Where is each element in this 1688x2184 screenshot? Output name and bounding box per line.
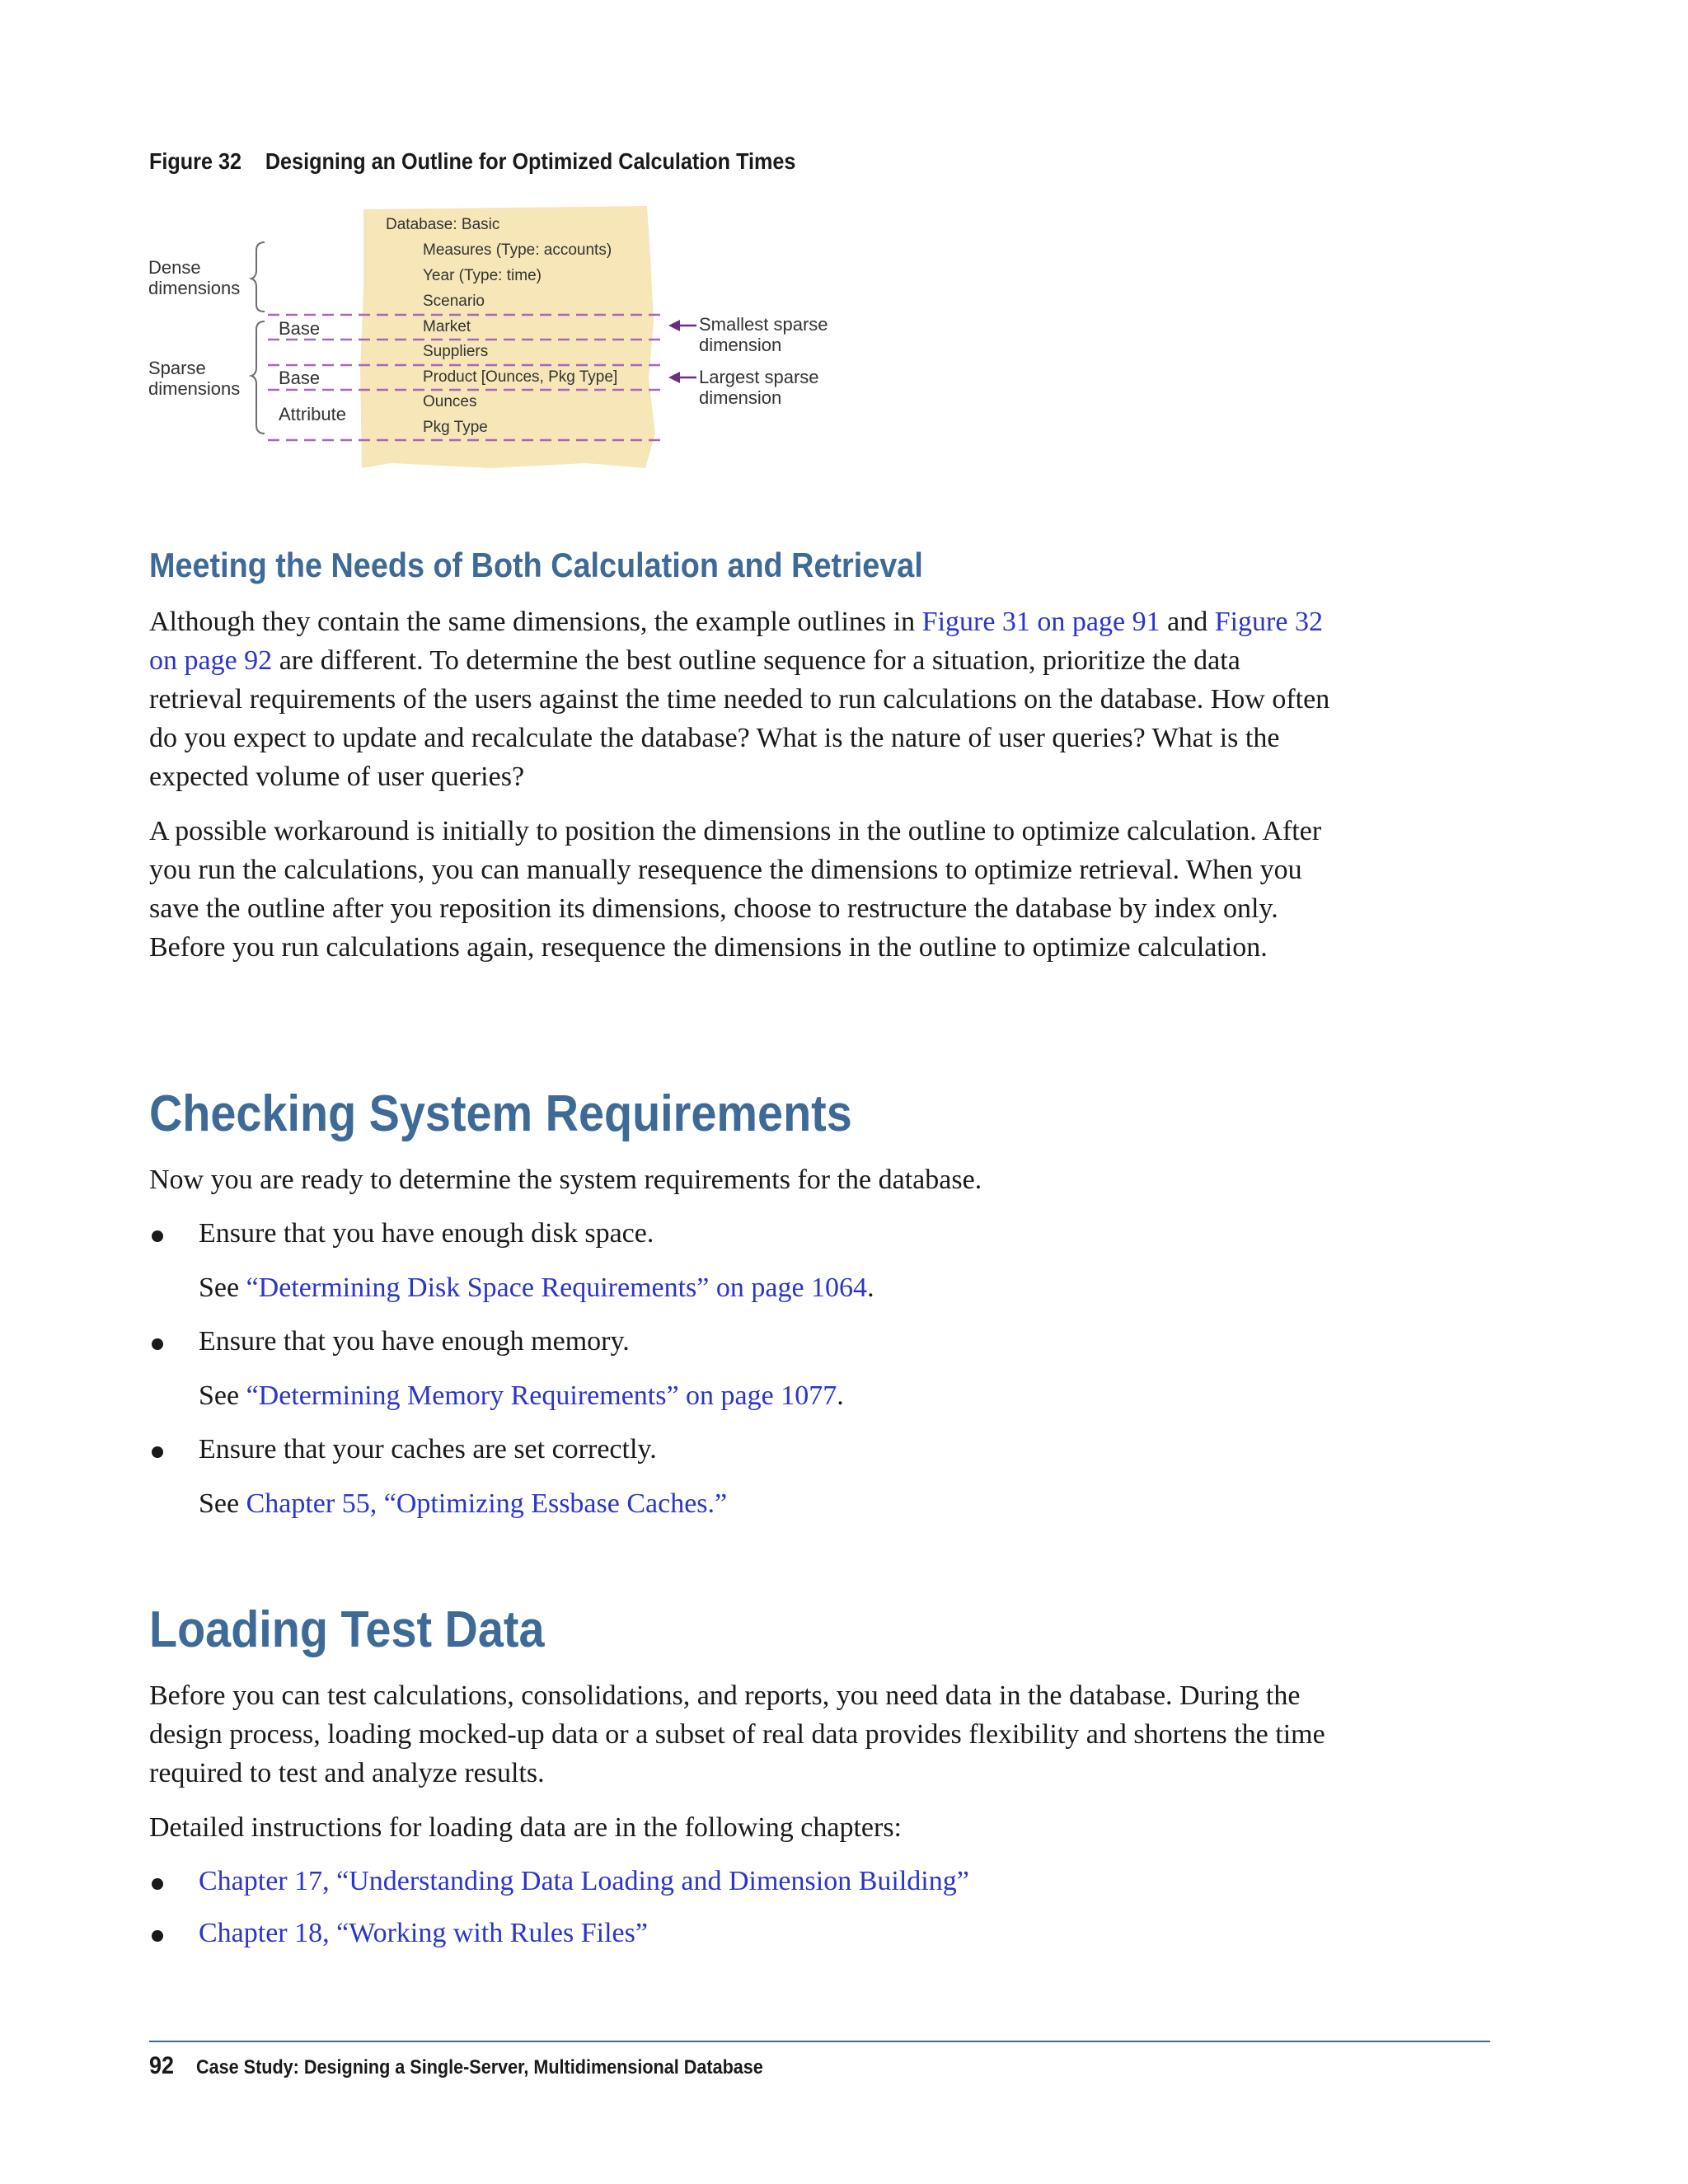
dense-bracket — [251, 242, 265, 312]
link-figure-32[interactable]: Figure 32 on page 92 — [149, 607, 1323, 676]
section-heading-checking-requirements: Checking System Requirements — [149, 1085, 852, 1142]
link-disk-space-requirements[interactable]: “Determining Disk Space Requirements” on page 1064 — [246, 1272, 868, 1303]
link-memory-requirements[interactable]: “Determining Memory Requirements” on page 1077 — [246, 1380, 837, 1411]
callout-smallest-sparse: Smallest sparse dimension — [699, 314, 828, 355]
page-number: 92 — [149, 2052, 175, 2079]
member-scenario: Scenario — [423, 293, 485, 310]
link-chapter-18[interactable]: Chapter 18, “Working with Rules Files” — [199, 1918, 648, 1948]
requirements-list — [149, 1214, 1336, 1523]
footer-rule — [149, 2041, 1490, 2042]
figure-title: Designing an Outline for Optimized Calculation Times — [265, 148, 796, 174]
outline-figure — [144, 206, 870, 478]
sparse-bracket — [251, 321, 265, 434]
loading-test-data-body — [149, 1676, 1336, 1952]
sparse-dimensions-label: Sparse dimensions — [148, 358, 241, 399]
member-ounces: Ounces — [423, 393, 477, 410]
callout-largest-sparse: Largest sparse dimension — [699, 367, 819, 408]
figure-number: Figure 32 — [149, 148, 242, 174]
meeting-paragraph-2: A possible workaround is initially to position the dimensions in the outline to optimize calculation. After you run the calculations, you can manually resequence the dimensions to optimize retrieval. When you save the outline after you reposition its dimensions, choose to restructure the database by index only. Before you run calculations again, resequence the dimensions in the outline to optimize calculation. — [149, 816, 1322, 963]
list-item — [149, 1914, 1336, 1952]
footer-title: Case Study: Designing a Single-Server, Multidimensional Database — [196, 2056, 763, 2079]
meeting-needs-body — [149, 602, 1336, 967]
link-chapter-17[interactable]: Chapter 17, “Understanding Data Loading and Dimension Building” — [199, 1866, 969, 1896]
member-measures: Measures (Type: accounts) — [423, 241, 612, 259]
member-product: Product [Ounces, Pkg Type] — [423, 368, 618, 386]
loading-paragraph-1: Before you can test calculations, consolidations, and reports, you need data in the database. During the design process, loading mocked-up data or a subset of real data provides flexibility and shortens the time required to test and analyze results. — [149, 1680, 1325, 1788]
dense-dimensions-label: Dense dimensions — [148, 257, 241, 298]
page-footer — [149, 2052, 763, 2080]
member-year: Year (Type: time) — [423, 267, 542, 284]
database-label: Database: Basic — [386, 216, 500, 233]
checking-requirements-body — [149, 1160, 1336, 1523]
section-heading-loading-test-data: Loading Test Data — [149, 1601, 545, 1658]
attribute-label: Attribute — [279, 404, 346, 424]
member-pkg-type: Pkg Type — [423, 419, 488, 436]
base-label-2: Base — [279, 368, 321, 388]
base-label-1: Base — [279, 318, 321, 339]
list-item: Ensure that your caches are set correctly. See Chapter 55, “Optimizing Essbase Caches.” — [149, 1430, 1336, 1523]
list-item — [149, 1862, 1336, 1900]
member-suppliers: Suppliers — [423, 343, 489, 360]
figure-caption — [149, 148, 795, 175]
meeting-paragraph-1: Although they contain the same dimensions, the example outlines in Figure 31 on page 91 and Figure 32 on page 92 are different. To determine the best outline sequence for a situation, prioritize the data retrieval requirements of the users against the time needed to run calculations on the database. How often do you expect to update and recalculate the database? What is the nature of user queries? What is the expected volume of user queries? — [149, 607, 1330, 792]
link-figure-31[interactable]: Figure 31 on page 91 — [921, 607, 1160, 637]
member-market: Market — [423, 318, 471, 335]
list-item: Ensure that you have enough disk space. See “Determining Disk Space Requirements” on page 1064. — [149, 1214, 1336, 1307]
arrow-smallest-head — [668, 320, 680, 331]
link-optimizing-caches[interactable]: Chapter 55, “Optimizing Essbase Caches.” — [246, 1488, 728, 1519]
checking-intro: Now you are ready to determine the system requirements for the database. — [149, 1165, 982, 1195]
chapter-links-list — [149, 1862, 1336, 1952]
section-heading-meeting-needs: Meeting the Needs of Both Calculation and Retrieval — [149, 546, 923, 584]
list-item: Ensure that you have enough memory. See “Determining Memory Requirements” on page 1077. — [149, 1322, 1336, 1415]
loading-paragraph-2: Detailed instructions for loading data are in the following chapters: — [149, 1812, 903, 1843]
arrow-largest-head — [668, 372, 680, 383]
